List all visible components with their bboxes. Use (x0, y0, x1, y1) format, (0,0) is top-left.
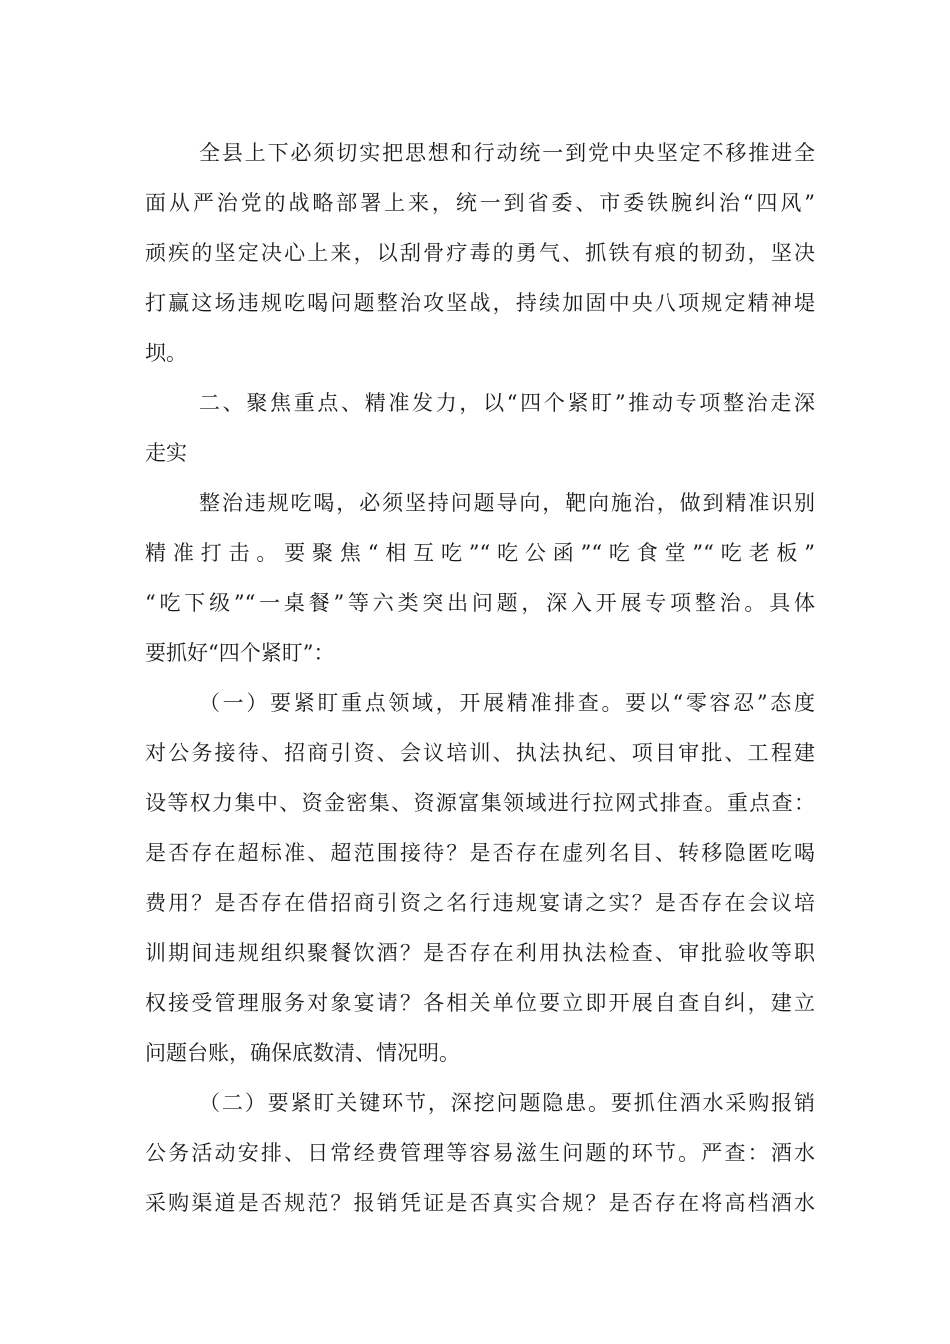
paragraph-3-line-8: 问题台账，确保底数清、情况明。 (145, 1041, 460, 1065)
paragraph-2-line-2: 精准打击。要聚焦“相互吃”“吃公函”“吃食堂”“吃老板” (145, 541, 815, 565)
paragraph-3-line-5: 费用？是否存在借招商引资之名行违规宴请之实？是否存在会议培 (145, 891, 815, 915)
paragraph-2-line-4: 要抓好“四个紧盯”： (145, 641, 335, 665)
paragraph-3-line-3: 设等权力集中、资金密集、资源富集领域进行拉网式排查。重点查： (145, 791, 815, 815)
paragraph-3-line-2: 对公务接待、招商引资、会议培训、执法执纪、项目审批、工程建 (145, 741, 815, 765)
paragraph-4-line-1: （二）要紧盯关键环节，深挖问题隐患。要抓住酒水采购报销 (199, 1091, 815, 1115)
paragraph-3-line-6: 训期间违规组织聚餐饮酒？是否存在利用执法检查、审批验收等职 (145, 941, 815, 965)
paragraph-4-line-2: 公务活动安排、日常经费管理等容易滋生问题的环节。严查：酒水 (145, 1141, 815, 1165)
paragraph-1-line-1: 全县上下必须切实把思想和行动统一到党中央坚定不移推进全 (199, 141, 815, 165)
paragraph-3-line-4: 是否存在超标准、超范围接待？是否存在虚列名目、转移隐匿吃喝 (145, 841, 815, 865)
paragraph-3-line-7: 权接受管理服务对象宴请？各相关单位要立即开展自查自纠，建立 (145, 991, 815, 1015)
section-heading-line-2: 走实 (145, 441, 187, 465)
paragraph-1-line-2: 面从严治党的战略部署上来，统一到省委、市委铁腕纠治“四风” (145, 191, 815, 215)
section-heading-line-1: 二、聚焦重点、精准发力，以“四个紧盯”推动专项整治走深 (199, 391, 815, 415)
paragraph-1-line-5: 坝。 (145, 341, 187, 365)
paragraph-4-line-3: 采购渠道是否规范？报销凭证是否真实合规？是否存在将高档酒水 (145, 1191, 815, 1215)
paragraph-1-line-4: 打赢这场违规吃喝问题整治攻坚战，持续加固中央八项规定精神堤 (145, 291, 815, 315)
paragraph-2-line-3: “吃下级”“一桌餐”等六类突出问题，深入开展专项整治。具体 (145, 591, 815, 615)
paragraph-2-line-1: 整治违规吃喝，必须坚持问题导向，靶向施治，做到精准识别 (199, 491, 815, 515)
paragraph-3-line-1: （一）要紧盯重点领域，开展精准排查。要以“零容忍”态度 (199, 691, 815, 715)
paragraph-1-line-3: 顽疾的坚定决心上来，以刮骨疗毒的勇气、抓铁有痕的韧劲，坚决 (145, 241, 815, 265)
